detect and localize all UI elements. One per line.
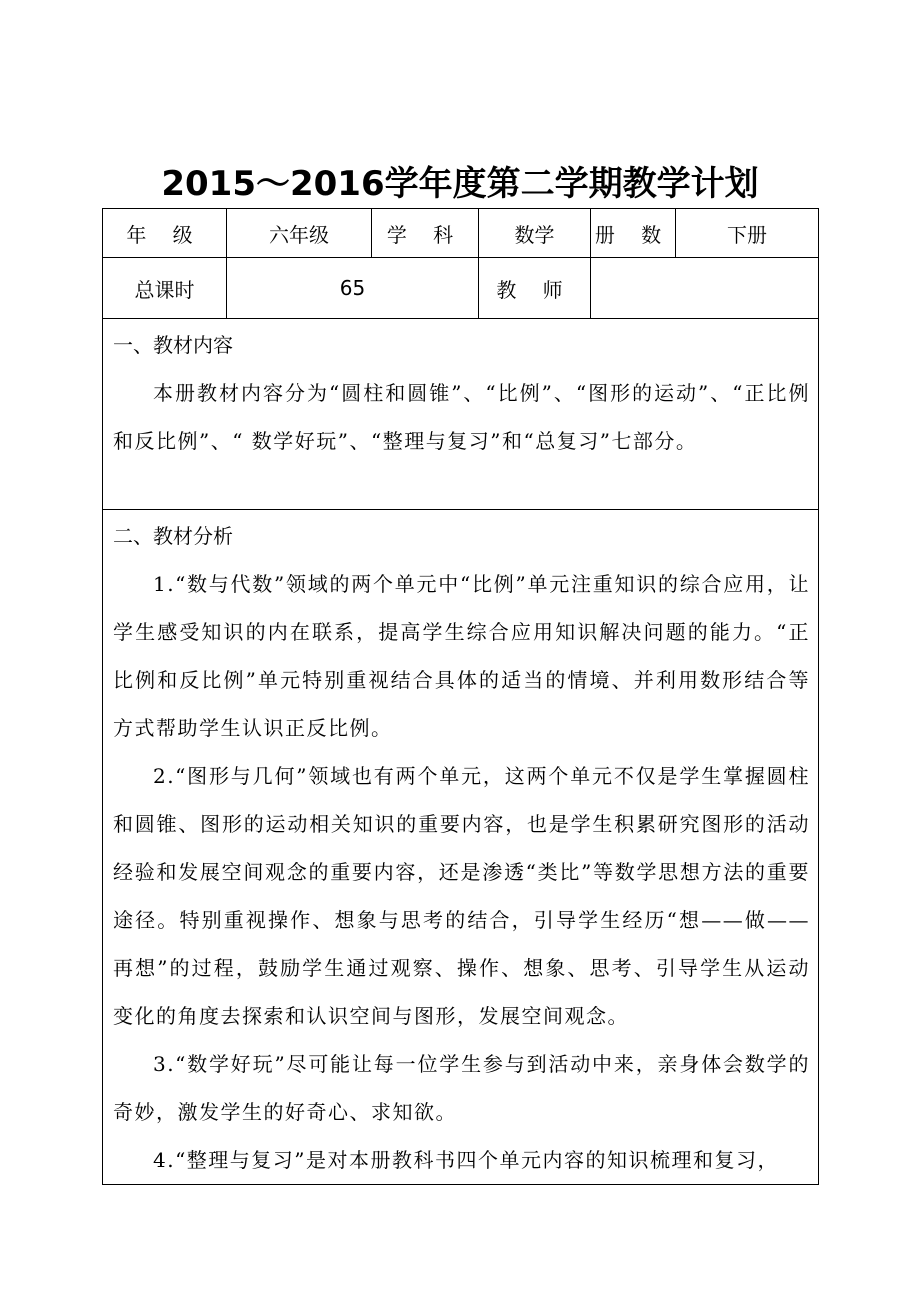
info-row-1 (103, 209, 819, 258)
section-2-cell (103, 510, 819, 1185)
info-row-2 (103, 258, 819, 319)
subject-value: 数学 (479, 209, 591, 258)
volume-value: 下册 (676, 209, 819, 258)
section-2-paragraph-4: 4.“整理与复习”是对本册教科书四个单元内容的知识梳理和复习， (153, 1148, 780, 1172)
section-1-paragraph: 本册教材内容分为“圆柱和圆锥”、“比例”、“图形的运动”、“正比例和反比例”、“ 数学好玩”、“整理与复习”和“总复习”七部分。 (113, 381, 810, 453)
subject-label: 学 科 (372, 209, 479, 258)
section-1-row (103, 319, 819, 510)
section-2-paragraph-3: 3.“数学好玩”尽可能让每一位学生参与到活动中来，亲身体会数学的奇妙，激发学生的好奇心、求知欲。 (113, 1052, 810, 1124)
section-2-heading: 二、教材分析 (113, 524, 233, 548)
page-title: 2015～2016学年度第二学期教学计划 (161, 164, 759, 204)
section-2-paragraph-1: 1.“数与代数”领域的两个单元中“比例”单元注重知识的综合应用，让学生感受知识的内在联系，提高学生综合应用知识解决问题的能力。“正比例和反比例”单元特别重视结合具体的适当的情境、并利用数形结合等方式帮助学生认识正反比例。 (113, 572, 810, 740)
grade-label: 年 级 (103, 209, 227, 258)
teacher-value (591, 258, 819, 319)
hours-label: 总课时 (103, 258, 227, 319)
plan-table (102, 208, 819, 1185)
section-2-row (103, 510, 819, 1185)
hours-value: 65 (227, 258, 479, 319)
section-1-cell (103, 319, 819, 510)
section-1-heading: 一、教材内容 (113, 333, 233, 357)
volume-label: 册 数 (591, 209, 676, 258)
section-2-paragraph-2: 2.“图形与几何”领域也有两个单元，这两个单元不仅是学生掌握圆柱和圆锥、图形的运动相关知识的重要内容，也是学生积累研究图形的活动经验和发展空间观念的重要内容，还是渗透“类比”等数学思想方法的重要途径。特别重视操作、想象与思考的结合，引导学生经历“想——做——再想”的过程，鼓励学生通过观察、操作、想象、思考、引导学生从运动变化的角度去探索和认识空间与图形，发展空间观念。 (113, 764, 810, 1028)
teacher-label: 教 师 (479, 258, 591, 319)
grade-value: 六年级 (227, 209, 372, 258)
